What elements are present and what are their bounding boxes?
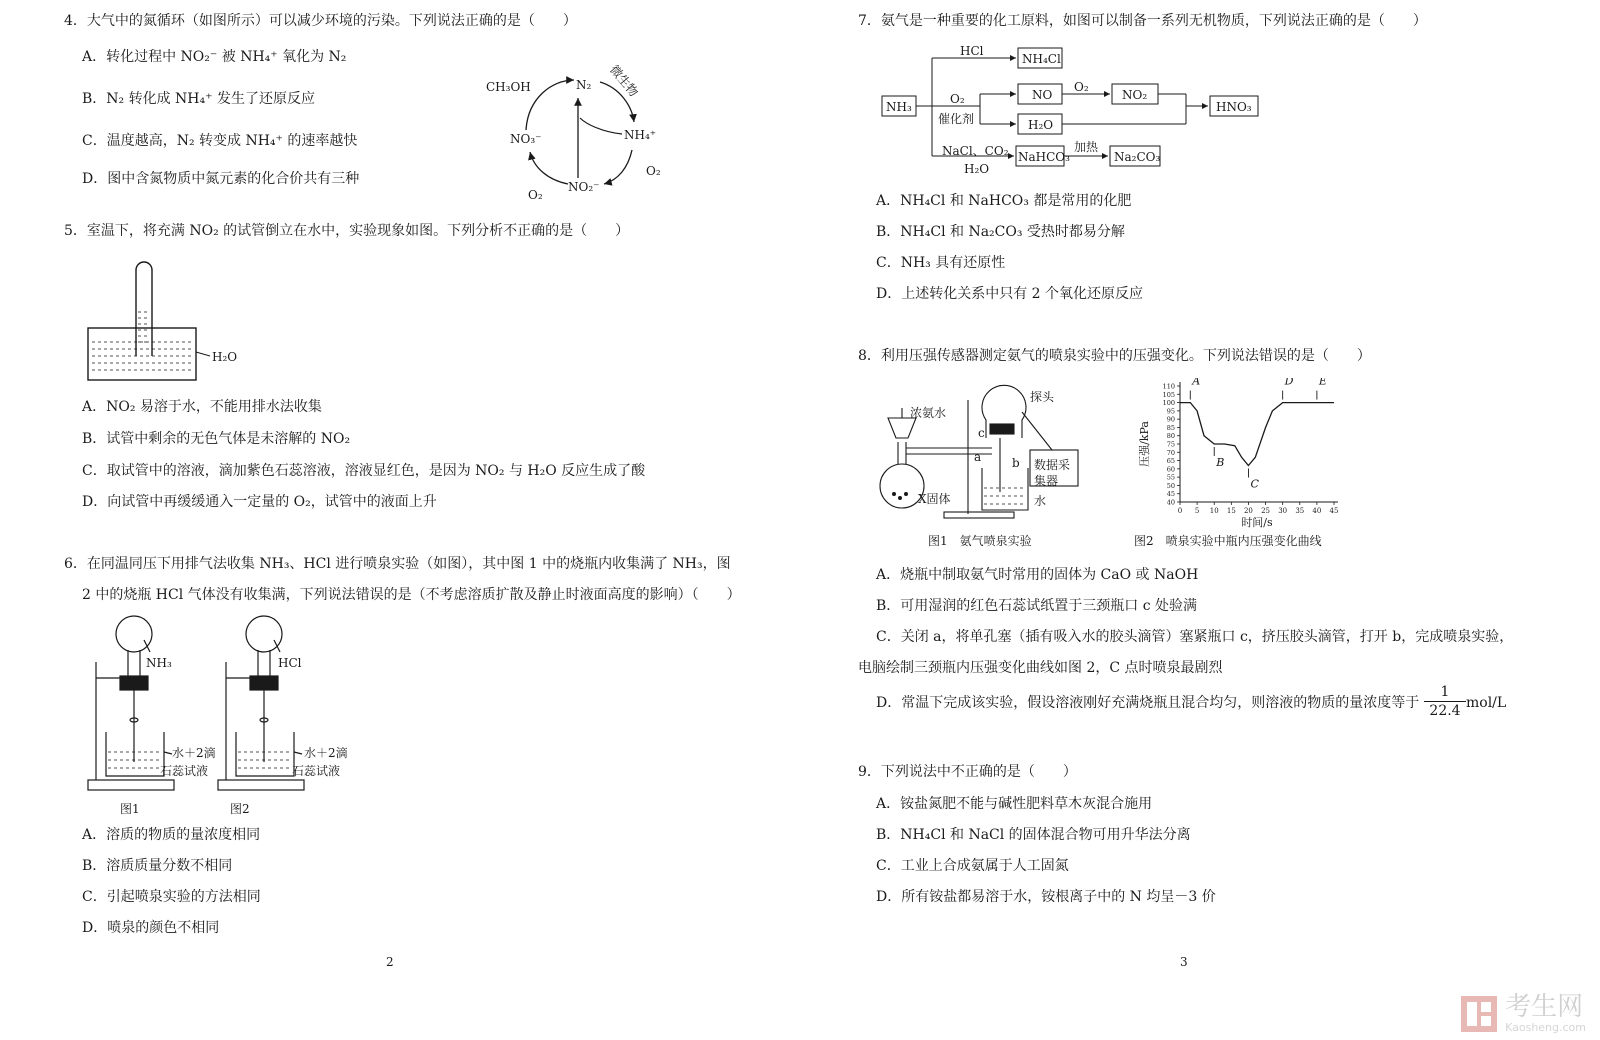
q6-option-a: A．溶质的物质的量浓度相同 [82,827,261,843]
y-tick-label: 60 [1166,465,1175,474]
q7-stem: 7．氨气是一种重要的化工原料，如图可以制备一系列无机物质，下列说法正确的是（ ） [858,13,1427,29]
pressure-series-line [1180,403,1334,466]
ammonia-fountain-apparatus [874,380,1084,550]
fig-gas-nh3: NH₃ [146,656,172,670]
watermark-logo-icon [1459,994,1499,1034]
q6-stem-line1: 6．在同温同压下用排气法收集 NH₃、HCl 进行喷泉实验（如图），其中图 1 中的烧瓶内收集满了 NH₃，图 [64,556,731,572]
q5-option-a: A．NO₂ 易溶于水，不能用排水法收集 [82,399,322,415]
fig2-caption: 图2 喷泉实验中瓶内压强变化曲线 [1134,534,1322,548]
y-tick-label: 65 [1166,457,1175,466]
flow-hno3: HNO₃ [1216,100,1252,114]
flow-hcl: HCl [960,44,984,58]
flow-catalyst: 催化剂 [938,112,975,126]
q4-option-a: A．转化过程中 NO₂⁻ 被 NH₄⁺ 氧化为 N₂ [82,49,347,65]
apparatus-x-solid: X固体 [918,492,951,506]
flow-h2o: H₂O [1028,118,1054,132]
fig-h2o-label: H₂O [212,350,238,364]
fraction-numerator: 1 [1440,684,1450,700]
x-tick-label: 5 [1194,507,1200,515]
x-tick-label: 30 [1278,507,1288,515]
watermark-brand: 考生网 [1505,992,1584,1022]
q5-option-c: C．取试管中的溶液，滴加紫色石蕊溶液，溶液显红色，是因为 NO₂ 与 H₂O 反应生成了酸 [82,463,646,479]
y-tick-label: 70 [1166,448,1175,457]
y-tick-label: 90 [1166,415,1175,424]
inverted-tube-figure [84,256,264,386]
fig-no2: NO₂⁻ [568,180,600,194]
q7-option-b: B．NH₄Cl 和 Na₂CO₃ 受热时都易分解 [876,224,1125,240]
x-tick-label: 0 [1177,507,1183,515]
q7-option-a: A．NH₄Cl 和 NaHCO₃ 都是常用的化肥 [876,193,1132,209]
page-number-left: 2 [386,955,394,969]
flow-h2o-2: H₂O [964,162,990,176]
x-tick-label: 20 [1243,507,1253,515]
y-tick-label: 50 [1166,481,1175,490]
apparatus-c: c [978,426,985,440]
q7-option-d: D．上述转化关系中只有 2 个氧化还原反应 [876,286,1144,302]
q7-option-c: C．NH₃ 具有还原性 [876,255,1006,271]
fig-caption-2: 图2 [230,802,250,816]
q4-option-b: B．N₂ 转化成 NH₄⁺ 发生了还原反应 [82,91,315,107]
fig1-caption: 图1 氨气喷泉实验 [928,534,1032,548]
q8-option-d: D．常温下完成该实验，假设溶液刚好充满烧瓶且混合均匀，则溶液的物质的量浓度等于 [876,695,1420,711]
q6-option-c: C．引起喷泉实验的方法相同 [82,889,261,905]
annotation-C: C [1250,477,1259,491]
y-axis-label: 压强/kPa [1138,421,1151,467]
q9-option-a: A．铵盐氮肥不能与碱性肥料草木灰混合施用 [876,796,1153,812]
flow-no: NO [1032,88,1053,102]
q5-option-b: B．试管中剩余的无色气体是未溶解的 NO₂ [82,431,351,447]
fig-ch3oh: CH₃OH [486,80,531,94]
fig-n2: N₂ [576,78,592,92]
x-tick-label: 25 [1261,507,1271,515]
fraction-denominator: 22.4 [1429,703,1461,719]
apparatus-collector-line1: 数据采 [1034,458,1071,472]
x-tick-label: 45 [1329,507,1339,515]
flow-nh3: NH₃ [886,100,912,114]
q8-option-c-line2: 电脑绘制三颈瓶内压强变化曲线如图 2，C 点时喷泉最剧烈 [858,660,1223,676]
flow-no2: NO₂ [1122,88,1148,102]
q9-option-d: D．所有铵盐都易溶于水，铵根离子中的 N 均呈－3 价 [876,889,1216,905]
flow-heat: 加热 [1074,140,1099,154]
y-tick-label: 100 [1162,399,1175,408]
flow-o2: O₂ [950,92,965,106]
nitrogen-cycle-diagram [482,62,672,208]
y-tick-label: 40 [1166,498,1175,507]
flow-o2-b: O₂ [1074,80,1089,94]
apparatus-collector-line2: 集器 [1034,474,1059,488]
flow-nh4cl: NH₄Cl [1022,52,1061,66]
fig-liquid2-line1: 水＋2滴 [304,746,348,760]
pressure-chart-svg [1134,378,1364,528]
q6-option-b: B．溶质质量分数不相同 [82,858,233,874]
q5-option-d: D．向试管中再缓缓通入一定量的 O₂，试管中的液面上升 [82,494,437,510]
watermark-site: Kaosheng.com [1505,1021,1586,1034]
q8-option-c-line1: C．关闭 a，将单孔塞（插有吸入水的胶头滴管）塞紧瓶口 c，挤压胶头滴管，打开 b，完成喷泉实验， [876,629,1514,645]
y-tick-label: 45 [1166,490,1175,499]
flow-nacl-co2: NaCl、CO₂ [942,144,1009,158]
pressure-chart [1134,378,1364,550]
q8-option-a: A．烧瓶中制取氨气时常用的固体为 CaO 或 NaOH [876,567,1199,583]
fig-nh4: NH₄⁺ [624,128,657,142]
annotation-D: D [1284,378,1294,388]
fig-liquid1-line1: 水＋2滴 [172,746,216,760]
q9-option-c: C．工业上合成氨属于人工固氮 [876,858,1069,874]
q5-stem: 5．室温下，将充满 NO₂ 的试管倒立在水中，实验现象如图。下列分析不正确的是（ ） [64,223,630,239]
q6-option-d: D．喷泉的颜色不相同 [82,920,220,936]
q4-stem: 4．大气中的氮循环（如图所示）可以减少环境的污染。下列说法正确的是（ ） [64,13,577,29]
y-tick-label: 80 [1166,432,1175,441]
y-tick-label: 95 [1166,407,1175,416]
fig-o2-left: O₂ [528,188,543,202]
x-tick-label: 15 [1226,507,1236,515]
q9-stem: 9．下列说法中不正确的是（ ） [858,764,1077,780]
x-tick-label: 35 [1295,507,1305,515]
apparatus-water: 水 [1034,494,1047,508]
ammonia-flow-diagram [876,40,1276,180]
q9-option-b: B．NH₄Cl 和 NaCl 的固体混合物可用升华法分离 [876,827,1191,843]
apparatus-a: a [974,450,982,464]
fig-caption-1: 图1 [120,802,140,816]
flow-nahco3: NaHCO₃ [1018,150,1070,164]
q8-stem: 8．利用压强传感器测定氨气的喷泉实验中的压强变化。下列说法错误的是（ ） [858,348,1371,364]
apparatus-ammonia-water: 浓氨水 [910,406,947,420]
fig-gas-hcl: HCl [278,656,302,670]
y-tick-label: 75 [1166,440,1175,449]
watermark [1459,993,1586,1034]
fig-no3: NO₃⁻ [510,132,542,146]
x-axis-label: 时间/s [1241,516,1273,528]
q4-option-c: C．温度越高，N₂ 转变成 NH₄⁺ 的速率越快 [82,133,358,149]
page-number-right: 3 [1180,955,1188,969]
flow-na2co3: Na₂CO₃ [1114,150,1161,164]
x-tick-label: 40 [1312,507,1322,515]
q4-option-d: D．图中含氮物质中氮元素的化合价共有三种 [82,171,360,187]
annotation-E: E [1318,378,1327,388]
y-tick-label: 85 [1166,423,1175,432]
fig-microbe: 微生物 [607,62,641,100]
q8-option-b: B．可用湿润的红色石蕊试纸置于三颈瓶口 c 处验满 [876,598,1198,614]
fountain-experiment-figure [80,612,360,822]
q8-unit: mol/L [1466,695,1507,711]
fig-o2-right: O₂ [646,164,661,178]
annotation-B: B [1216,456,1225,469]
apparatus-b: b [1012,456,1020,470]
annotation-A: A [1192,378,1201,388]
q6-stem-line2: 2 中的烧瓶 HCl 气体没有收集满，下列说法错误的是（不考虑溶质扩散及静止时液面高度的影响）（ ） [82,587,741,603]
q8-fraction [1424,684,1466,719]
fig-liquid1-line2: 石蕊试液 [160,764,209,778]
fig-liquid2-line2: 石蕊试液 [292,764,341,778]
apparatus-probe: 探头 [1030,390,1055,404]
y-tick-label: 105 [1162,390,1175,399]
y-tick-label: 55 [1166,473,1175,482]
y-tick-label: 110 [1162,382,1175,391]
x-tick-label: 10 [1209,507,1219,515]
